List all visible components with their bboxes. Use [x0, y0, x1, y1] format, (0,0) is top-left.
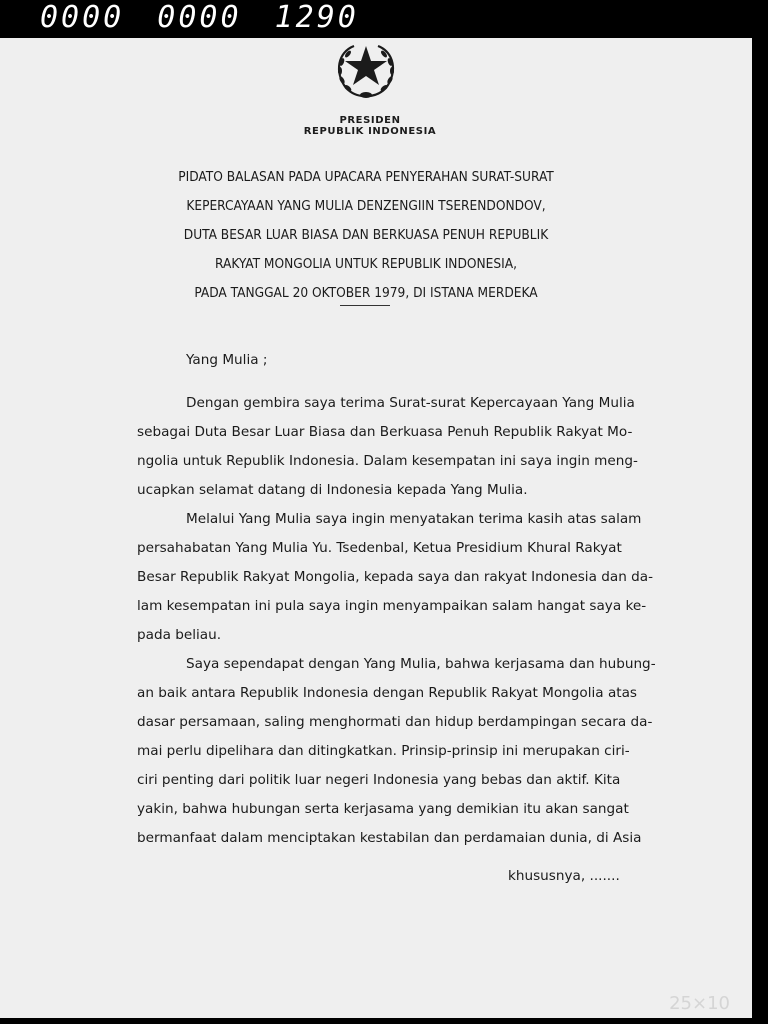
heading-divider — [340, 305, 390, 306]
body-line: persahabatan Yang Mulia Yu. Tsedenbal, Ketua Presidium Khural Rakyat — [137, 540, 622, 556]
body-line: ucapkan selamat datang di Indonesia kepada Yang Mulia. — [137, 482, 528, 498]
body-line: sebagai Duta Besar Luar Biasa dan Berkuasa Penuh Republik Rakyat Mo- — [137, 424, 633, 440]
heading-line: PIDATO BALASAN PADA UPACARA PENYERAHAN SURAT-SURAT — [178, 169, 554, 185]
document-page — [0, 38, 752, 1018]
speech-body — [137, 389, 656, 853]
body-line: Melalui Yang Mulia saya ingin menyatakan terima kasih atas salam — [186, 511, 642, 527]
salutation: Yang Mulia ; — [186, 352, 268, 368]
star-wreath-emblem-icon — [324, 38, 408, 102]
film-strip-bar — [0, 0, 768, 38]
film-frame-counter: 0000 0000 1290 — [40, 0, 359, 35]
heading-line: PADA TANGGAL 20 OKTOBER 1979, DI ISTANA MERDEKA — [194, 285, 538, 301]
body-line: Dengan gembira saya terima Surat-surat Kepercayaan Yang Mulia — [186, 395, 635, 411]
body-line: ngolia untuk Republik Indonesia. Dalam kesempatan ini saya ingin meng- — [137, 453, 638, 469]
body-line: lam kesempatan ini pula saya ingin menyampaikan salam hangat saya ke- — [137, 598, 647, 614]
letterhead-title: PRESIDEN — [339, 115, 401, 126]
body-line: bermanfaat dalam menciptakan kestabilan dan perdamaian dunia, di Asia — [137, 830, 642, 846]
body-line: pada beliau. — [137, 627, 222, 643]
heading-line: RAKYAT MONGOLIA UNTUK REPUBLIK INDONESIA, — [215, 256, 517, 272]
heading-line: KEPERCAYAAN YANG MULIA DENZENGIIN TSERENDONDOV, — [186, 198, 546, 214]
letterhead-subtitle: REPUBLIK INDONESIA — [303, 126, 437, 137]
body-line: an baik antara Republik Indonesia dengan Republik Rakyat Mongolia atas — [137, 685, 638, 701]
body-line: dasar persamaan, saling menghormati dan hidup berdampingan secara da- — [137, 714, 653, 730]
body-line: Saya sependapat dengan Yang Mulia, bahwa kerjasama dan hubung- — [186, 656, 656, 672]
closing-line: khususnya, ....... — [508, 868, 620, 884]
frame-mark: 25×10 — [669, 993, 730, 1014]
body-line: mai perlu dipelihara dan ditingkatkan. Prinsip-prinsip ini merupakan ciri- — [137, 743, 630, 759]
body-line: yakin, bahwa hubungan serta kerjasama yang demikian itu akan sangat — [137, 801, 629, 817]
body-line: ciri penting dari politik luar negeri Indonesia yang bebas dan aktif. Kita — [137, 772, 621, 788]
body-line: Besar Republik Rakyat Mongolia, kepada saya dan rakyat Indonesia dan da- — [137, 569, 653, 585]
speech-heading — [100, 163, 632, 308]
heading-line: DUTA BESAR LUAR BIASA DAN BERKUASA PENUH REPUBLIK — [183, 227, 549, 243]
